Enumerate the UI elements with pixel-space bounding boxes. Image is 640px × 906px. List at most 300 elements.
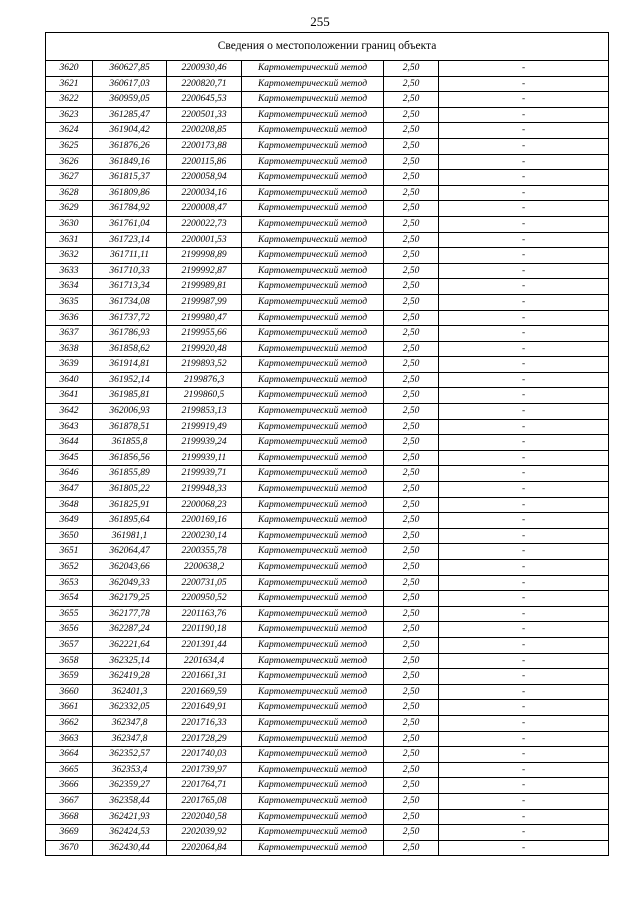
table-row [46, 731, 609, 747]
method-cell: Картометрический метод [242, 466, 384, 482]
point-number-cell: 3655 [46, 606, 93, 622]
method-cell: Картометрический метод [242, 653, 384, 669]
description-cell: - [439, 248, 609, 264]
description-cell: - [439, 793, 609, 809]
x-coordinate-cell: 362353,4 [93, 762, 167, 778]
accuracy-cell: 2,50 [384, 310, 439, 326]
method-cell: Картометрический метод [242, 684, 384, 700]
table-title-row [46, 33, 609, 61]
method-cell: Картометрический метод [242, 731, 384, 747]
method-cell: Картометрический метод [242, 513, 384, 529]
y-coordinate-cell: 2201634,4 [167, 653, 242, 669]
method-cell: Картометрический метод [242, 637, 384, 653]
method-cell: Картометрический метод [242, 669, 384, 685]
description-cell: - [439, 201, 609, 217]
description-cell: - [439, 762, 609, 778]
method-cell: Картометрический метод [242, 107, 384, 123]
method-cell: Картометрический метод [242, 840, 384, 856]
x-coordinate-cell: 361985,81 [93, 388, 167, 404]
description-cell: - [439, 61, 609, 77]
accuracy-cell: 2,50 [384, 762, 439, 778]
description-cell: - [439, 497, 609, 513]
y-coordinate-cell: 2201765,08 [167, 793, 242, 809]
x-coordinate-cell: 362043,66 [93, 560, 167, 576]
x-coordinate-cell: 360627,85 [93, 61, 167, 77]
x-coordinate-cell: 361914,81 [93, 357, 167, 373]
method-cell: Картометрический метод [242, 606, 384, 622]
accuracy-cell: 2,50 [384, 248, 439, 264]
method-cell: Картометрический метод [242, 591, 384, 607]
x-coordinate-cell: 362352,57 [93, 747, 167, 763]
accuracy-cell: 2,50 [384, 450, 439, 466]
accuracy-cell: 2,50 [384, 747, 439, 763]
description-cell: - [439, 778, 609, 794]
description-cell: - [439, 341, 609, 357]
y-coordinate-cell: 2200645,53 [167, 92, 242, 108]
y-coordinate-cell: 2199893,52 [167, 357, 242, 373]
y-coordinate-cell: 2200230,14 [167, 528, 242, 544]
method-cell: Картометрический метод [242, 263, 384, 279]
accuracy-cell: 2,50 [384, 715, 439, 731]
accuracy-cell: 2,50 [384, 357, 439, 373]
y-coordinate-cell: 2199919,49 [167, 419, 242, 435]
y-coordinate-cell: 2201764,71 [167, 778, 242, 794]
description-cell: - [439, 216, 609, 232]
x-coordinate-cell: 361878,51 [93, 419, 167, 435]
table-row [46, 61, 609, 77]
y-coordinate-cell: 2201739,97 [167, 762, 242, 778]
accuracy-cell: 2,50 [384, 294, 439, 310]
accuracy-cell: 2,50 [384, 326, 439, 342]
x-coordinate-cell: 360617,03 [93, 76, 167, 92]
table-row [46, 326, 609, 342]
y-coordinate-cell: 2201190,18 [167, 622, 242, 638]
point-number-cell: 3627 [46, 170, 93, 186]
accuracy-cell: 2,50 [384, 388, 439, 404]
x-coordinate-cell: 362358,44 [93, 793, 167, 809]
description-cell: - [439, 435, 609, 451]
table-row [46, 637, 609, 653]
method-cell: Картометрический метод [242, 294, 384, 310]
description-cell: - [439, 622, 609, 638]
table-row [46, 388, 609, 404]
description-cell: - [439, 560, 609, 576]
y-coordinate-cell: 2199948,33 [167, 482, 242, 498]
y-coordinate-cell: 2201740,03 [167, 747, 242, 763]
method-cell: Картометрический метод [242, 154, 384, 170]
table-row [46, 216, 609, 232]
y-coordinate-cell: 2202040,58 [167, 809, 242, 825]
method-cell: Картометрический метод [242, 622, 384, 638]
point-number-cell: 3635 [46, 294, 93, 310]
table-row [46, 263, 609, 279]
table-row [46, 544, 609, 560]
description-cell: - [439, 107, 609, 123]
accuracy-cell: 2,50 [384, 154, 439, 170]
description-cell: - [439, 279, 609, 295]
description-cell: - [439, 606, 609, 622]
x-coordinate-cell: 362424,53 [93, 825, 167, 841]
point-number-cell: 3647 [46, 482, 93, 498]
table-row [46, 591, 609, 607]
description-cell: - [439, 809, 609, 825]
table-row [46, 825, 609, 841]
y-coordinate-cell: 2200022,73 [167, 216, 242, 232]
x-coordinate-cell: 361737,72 [93, 310, 167, 326]
x-coordinate-cell: 361981,1 [93, 528, 167, 544]
description-cell: - [439, 357, 609, 373]
y-coordinate-cell: 2200638,2 [167, 560, 242, 576]
point-number-cell: 3626 [46, 154, 93, 170]
method-cell: Картометрический метод [242, 232, 384, 248]
table-row [46, 466, 609, 482]
accuracy-cell: 2,50 [384, 341, 439, 357]
table-row [46, 138, 609, 154]
table-row [46, 419, 609, 435]
description-cell: - [439, 513, 609, 529]
x-coordinate-cell: 361723,14 [93, 232, 167, 248]
point-number-cell: 3623 [46, 107, 93, 123]
accuracy-cell: 2,50 [384, 544, 439, 560]
table-row [46, 669, 609, 685]
description-cell: - [439, 294, 609, 310]
y-coordinate-cell: 2201163,76 [167, 606, 242, 622]
accuracy-cell: 2,50 [384, 232, 439, 248]
accuracy-cell: 2,50 [384, 809, 439, 825]
table-body [46, 33, 609, 856]
y-coordinate-cell: 2201661,31 [167, 669, 242, 685]
accuracy-cell: 2,50 [384, 92, 439, 108]
description-cell: - [439, 747, 609, 763]
y-coordinate-cell: 2200208,85 [167, 123, 242, 139]
x-coordinate-cell: 361856,56 [93, 450, 167, 466]
point-number-cell: 3649 [46, 513, 93, 529]
table-row [46, 92, 609, 108]
point-number-cell: 3643 [46, 419, 93, 435]
method-cell: Картометрический метод [242, 388, 384, 404]
y-coordinate-cell: 2200173,88 [167, 138, 242, 154]
description-cell: - [439, 684, 609, 700]
accuracy-cell: 2,50 [384, 684, 439, 700]
y-coordinate-cell: 2200169,16 [167, 513, 242, 529]
point-number-cell: 3662 [46, 715, 93, 731]
method-cell: Картометрический метод [242, 216, 384, 232]
accuracy-cell: 2,50 [384, 419, 439, 435]
point-number-cell: 3631 [46, 232, 93, 248]
point-number-cell: 3658 [46, 653, 93, 669]
accuracy-cell: 2,50 [384, 279, 439, 295]
y-coordinate-cell: 2201391,44 [167, 637, 242, 653]
point-number-cell: 3660 [46, 684, 93, 700]
description-cell: - [439, 76, 609, 92]
point-number-cell: 3667 [46, 793, 93, 809]
x-coordinate-cell: 362177,78 [93, 606, 167, 622]
accuracy-cell: 2,50 [384, 575, 439, 591]
point-number-cell: 3621 [46, 76, 93, 92]
table-row [46, 232, 609, 248]
x-coordinate-cell: 362421,93 [93, 809, 167, 825]
y-coordinate-cell: 2200501,33 [167, 107, 242, 123]
x-coordinate-cell: 361285,47 [93, 107, 167, 123]
description-cell: - [439, 450, 609, 466]
method-cell: Картометрический метод [242, 404, 384, 420]
table-row [46, 341, 609, 357]
x-coordinate-cell: 361855,8 [93, 435, 167, 451]
description-cell: - [439, 232, 609, 248]
method-cell: Картометрический метод [242, 419, 384, 435]
accuracy-cell: 2,50 [384, 263, 439, 279]
x-coordinate-cell: 362347,8 [93, 715, 167, 731]
accuracy-cell: 2,50 [384, 61, 439, 77]
x-coordinate-cell: 362332,05 [93, 700, 167, 716]
y-coordinate-cell: 2200068,23 [167, 497, 242, 513]
point-number-cell: 3650 [46, 528, 93, 544]
method-cell: Картометрический метод [242, 793, 384, 809]
description-cell: - [439, 310, 609, 326]
x-coordinate-cell: 361784,92 [93, 201, 167, 217]
table-row [46, 715, 609, 731]
method-cell: Картометрический метод [242, 76, 384, 92]
point-number-cell: 3632 [46, 248, 93, 264]
point-number-cell: 3639 [46, 357, 93, 373]
description-cell: - [439, 92, 609, 108]
method-cell: Картометрический метод [242, 747, 384, 763]
y-coordinate-cell: 2199853,13 [167, 404, 242, 420]
y-coordinate-cell: 2199939,71 [167, 466, 242, 482]
description-cell: - [439, 404, 609, 420]
table-row [46, 154, 609, 170]
accuracy-cell: 2,50 [384, 201, 439, 217]
table-row [46, 497, 609, 513]
method-cell: Картометрический метод [242, 372, 384, 388]
table-row [46, 747, 609, 763]
method-cell: Картометрический метод [242, 92, 384, 108]
y-coordinate-cell: 2200058,94 [167, 170, 242, 186]
x-coordinate-cell: 361858,62 [93, 341, 167, 357]
table-row [46, 201, 609, 217]
point-number-cell: 3646 [46, 466, 93, 482]
table-row [46, 778, 609, 794]
point-number-cell: 3644 [46, 435, 93, 451]
description-cell: - [439, 482, 609, 498]
page-number: 255 [310, 14, 330, 29]
y-coordinate-cell: 2200115,86 [167, 154, 242, 170]
y-coordinate-cell: 2199860,5 [167, 388, 242, 404]
method-cell: Картометрический метод [242, 326, 384, 342]
accuracy-cell: 2,50 [384, 793, 439, 809]
table-row [46, 840, 609, 856]
y-coordinate-cell: 2200820,71 [167, 76, 242, 92]
y-coordinate-cell: 2199980,47 [167, 310, 242, 326]
accuracy-cell: 2,50 [384, 653, 439, 669]
accuracy-cell: 2,50 [384, 482, 439, 498]
method-cell: Картометрический метод [242, 497, 384, 513]
point-number-cell: 3637 [46, 326, 93, 342]
y-coordinate-cell: 2200034,16 [167, 185, 242, 201]
table-row [46, 123, 609, 139]
method-cell: Картометрический метод [242, 825, 384, 841]
point-number-cell: 3634 [46, 279, 93, 295]
point-number-cell: 3638 [46, 341, 93, 357]
table-row [46, 310, 609, 326]
table-title: Сведения о местоположении границ объекта [46, 33, 609, 61]
y-coordinate-cell: 2199987,99 [167, 294, 242, 310]
table-row [46, 560, 609, 576]
x-coordinate-cell: 362401,3 [93, 684, 167, 700]
point-number-cell: 3630 [46, 216, 93, 232]
table-row [46, 482, 609, 498]
x-coordinate-cell: 361849,16 [93, 154, 167, 170]
description-cell: - [439, 170, 609, 186]
accuracy-cell: 2,50 [384, 107, 439, 123]
point-number-cell: 3654 [46, 591, 93, 607]
accuracy-cell: 2,50 [384, 497, 439, 513]
x-coordinate-cell: 361876,26 [93, 138, 167, 154]
accuracy-cell: 2,50 [384, 622, 439, 638]
x-coordinate-cell: 360959,05 [93, 92, 167, 108]
description-cell: - [439, 263, 609, 279]
table-row [46, 575, 609, 591]
point-number-cell: 3653 [46, 575, 93, 591]
accuracy-cell: 2,50 [384, 700, 439, 716]
x-coordinate-cell: 361713,34 [93, 279, 167, 295]
description-cell: - [439, 466, 609, 482]
y-coordinate-cell: 2199998,89 [167, 248, 242, 264]
method-cell: Картометрический метод [242, 528, 384, 544]
point-number-cell: 3645 [46, 450, 93, 466]
accuracy-cell: 2,50 [384, 528, 439, 544]
point-number-cell: 3670 [46, 840, 93, 856]
table-row [46, 606, 609, 622]
x-coordinate-cell: 361786,93 [93, 326, 167, 342]
y-coordinate-cell: 2201669,59 [167, 684, 242, 700]
x-coordinate-cell: 361825,91 [93, 497, 167, 513]
x-coordinate-cell: 362064,47 [93, 544, 167, 560]
y-coordinate-cell: 2199955,66 [167, 326, 242, 342]
table-row [46, 622, 609, 638]
y-coordinate-cell: 2202064,84 [167, 840, 242, 856]
x-coordinate-cell: 362347,8 [93, 731, 167, 747]
point-number-cell: 3624 [46, 123, 93, 139]
description-cell: - [439, 528, 609, 544]
point-number-cell: 3665 [46, 762, 93, 778]
accuracy-cell: 2,50 [384, 466, 439, 482]
method-cell: Картометрический метод [242, 170, 384, 186]
y-coordinate-cell: 2200001,53 [167, 232, 242, 248]
method-cell: Картометрический метод [242, 778, 384, 794]
method-cell: Картометрический метод [242, 575, 384, 591]
method-cell: Картометрический метод [242, 560, 384, 576]
description-cell: - [439, 825, 609, 841]
y-coordinate-cell: 2201716,33 [167, 715, 242, 731]
method-cell: Картометрический метод [242, 341, 384, 357]
point-number-cell: 3659 [46, 669, 93, 685]
point-number-cell: 3622 [46, 92, 93, 108]
description-cell: - [439, 575, 609, 591]
accuracy-cell: 2,50 [384, 840, 439, 856]
method-cell: Картометрический метод [242, 357, 384, 373]
x-coordinate-cell: 361815,37 [93, 170, 167, 186]
point-number-cell: 3666 [46, 778, 93, 794]
y-coordinate-cell: 2200930,46 [167, 61, 242, 77]
y-coordinate-cell: 2200355,78 [167, 544, 242, 560]
table-row [46, 528, 609, 544]
table-row [46, 513, 609, 529]
method-cell: Картометрический метод [242, 435, 384, 451]
x-coordinate-cell: 361734,08 [93, 294, 167, 310]
x-coordinate-cell: 362325,14 [93, 653, 167, 669]
x-coordinate-cell: 362179,25 [93, 591, 167, 607]
description-cell: - [439, 700, 609, 716]
point-number-cell: 3641 [46, 388, 93, 404]
point-number-cell: 3642 [46, 404, 93, 420]
table-row [46, 372, 609, 388]
y-coordinate-cell: 2199989,81 [167, 279, 242, 295]
accuracy-cell: 2,50 [384, 731, 439, 747]
x-coordinate-cell: 361710,33 [93, 263, 167, 279]
table-row [46, 404, 609, 420]
description-cell: - [439, 372, 609, 388]
x-coordinate-cell: 362049,33 [93, 575, 167, 591]
point-number-cell: 3629 [46, 201, 93, 217]
table-row [46, 279, 609, 295]
method-cell: Картометрический метод [242, 809, 384, 825]
description-cell: - [439, 388, 609, 404]
point-number-cell: 3668 [46, 809, 93, 825]
table-row [46, 185, 609, 201]
description-cell: - [439, 669, 609, 685]
description-cell: - [439, 123, 609, 139]
description-cell: - [439, 154, 609, 170]
point-number-cell: 3663 [46, 731, 93, 747]
y-coordinate-cell: 2200008,47 [167, 201, 242, 217]
y-coordinate-cell: 2199920,48 [167, 341, 242, 357]
method-cell: Картометрический метод [242, 123, 384, 139]
y-coordinate-cell: 2199876,3 [167, 372, 242, 388]
point-number-cell: 3625 [46, 138, 93, 154]
table-row [46, 450, 609, 466]
y-coordinate-cell: 2199939,24 [167, 435, 242, 451]
description-cell: - [439, 419, 609, 435]
point-number-cell: 3661 [46, 700, 93, 716]
description-cell: - [439, 653, 609, 669]
y-coordinate-cell: 2200731,05 [167, 575, 242, 591]
table-row [46, 357, 609, 373]
point-number-cell: 3657 [46, 637, 93, 653]
point-number-cell: 3636 [46, 310, 93, 326]
x-coordinate-cell: 361805,22 [93, 482, 167, 498]
x-coordinate-cell: 361904,42 [93, 123, 167, 139]
table-row [46, 170, 609, 186]
table-row [46, 76, 609, 92]
point-number-cell: 3633 [46, 263, 93, 279]
method-cell: Картометрический метод [242, 61, 384, 77]
accuracy-cell: 2,50 [384, 513, 439, 529]
x-coordinate-cell: 362221,64 [93, 637, 167, 653]
table-row [46, 248, 609, 264]
accuracy-cell: 2,50 [384, 123, 439, 139]
boundary-coordinates-table [45, 32, 609, 856]
description-cell: - [439, 637, 609, 653]
description-cell: - [439, 544, 609, 560]
x-coordinate-cell: 362287,24 [93, 622, 167, 638]
method-cell: Картометрический метод [242, 762, 384, 778]
method-cell: Картометрический метод [242, 279, 384, 295]
point-number-cell: 3620 [46, 61, 93, 77]
accuracy-cell: 2,50 [384, 825, 439, 841]
x-coordinate-cell: 361952,14 [93, 372, 167, 388]
description-cell: - [439, 840, 609, 856]
